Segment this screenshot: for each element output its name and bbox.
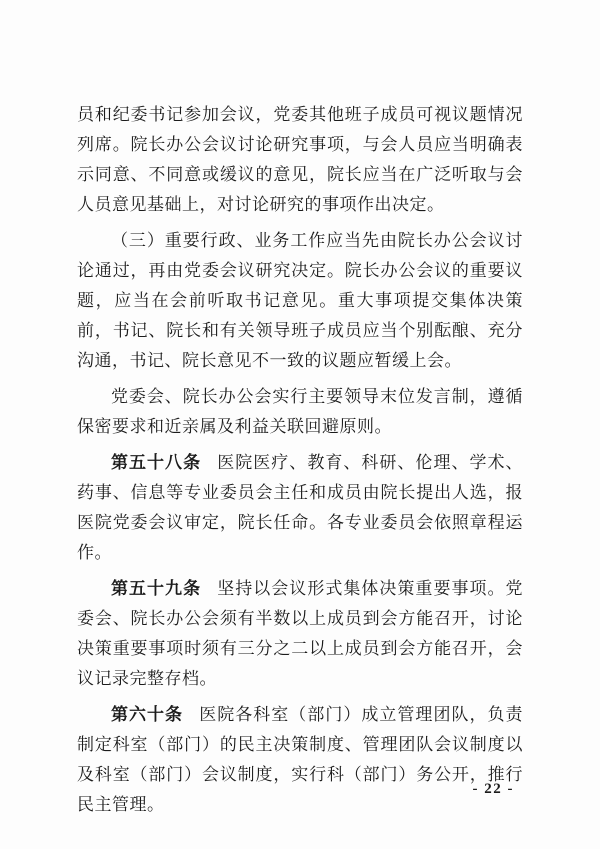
article-number: 第六十条: [111, 705, 184, 724]
paragraph: [77, 226, 523, 376]
paragraph-text: （三）重要行政、业务工作应当先由院长办公会议讨论通过，再由党委会议研究决定。院长办公会议的重要议题，应当在会前听取书记意见。重大事项提交集体决策前，书记、院长和有关领导班子成员应当个别酝酿、充分沟通，书记、院长意见不一致的议题应暂缓上会。: [77, 231, 523, 370]
paragraph: [77, 700, 523, 820]
paragraph-text: 医院医疗、教育、科研、伦理、学术、药事、信息等专业委员会主任和成员由院长提出人选，报医院党委会议审定，院长任命。各专业委员会依照章程运作。: [77, 453, 524, 562]
page-number: - 22 -: [472, 781, 514, 797]
document-body: [77, 100, 523, 826]
paragraph: [77, 100, 523, 220]
article-number: 第五十八条: [111, 453, 202, 472]
paragraph-text: 员和纪委书记参加会议，党委其他班子成员可视议题情况列席。院长办公会议讨论研究事项，与会人员应当明确表示同意、不同意或缓议的意见，院长应当在广泛听取与会人员意见基础上，对讨论研究的事项作出决定。: [77, 105, 523, 214]
paragraph: [77, 448, 523, 568]
paragraph-text: 医院各科室（部门）成立管理团队，负责制定科室（部门）的民主决策制度、管理团队会议制度以及科室（部门）会议制度，实行科（部门）务公开，推行民主管理。: [77, 705, 524, 814]
paragraph: [77, 574, 523, 694]
paragraph-text: 党委会、院长办公会实行主要领导末位发言制，遵循保密要求和近亲属及利益关联回避原则。: [77, 387, 523, 436]
article-number: 第五十九条: [111, 579, 202, 598]
paragraph: [77, 382, 523, 442]
paragraph-text: 坚持以会议形式集体决策重要事项。党委会、院长办公会须有半数以上成员到会方能召开，讨论决策重要事项时须有三分之二以上成员到会方能召开，会议记录完整存档。: [77, 579, 524, 688]
